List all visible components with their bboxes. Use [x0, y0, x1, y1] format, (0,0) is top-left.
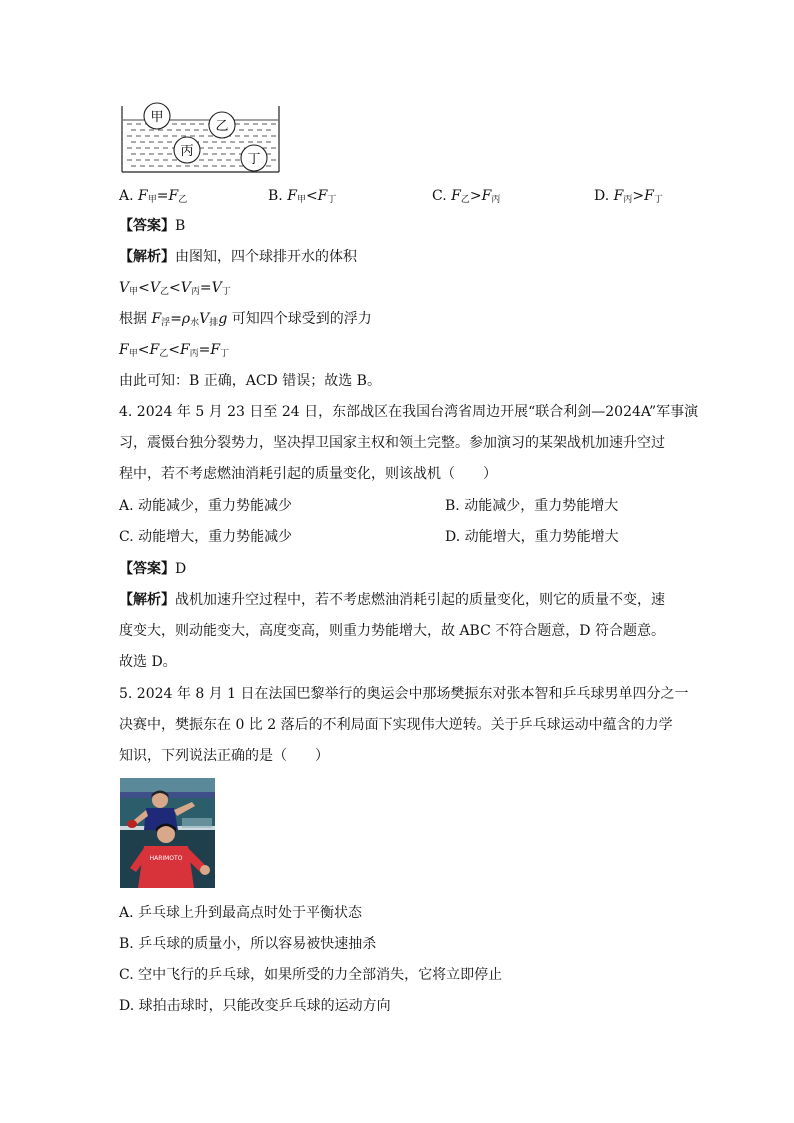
q4-stem-1: 4. 2024 年 5 月 23 日至 24 日，东部战区在我国台湾省周边开展“联合利剑—2024A”军事演: [119, 404, 699, 420]
q3-conclusion: 由此可知：B 正确，ACD 错误；故选 B。: [119, 373, 381, 389]
table-tennis-photo: [120, 778, 215, 888]
q3-formula-volume: $V_甲<V_乙<V_丙=V_丁$: [119, 280, 231, 297]
q3-option-b: B. $F_甲<F_丁$: [268, 188, 337, 205]
q4-option-c: C. 动能增大，重力势能减少: [119, 529, 293, 545]
buoyancy-figure: [119, 100, 284, 178]
q5-stem-2: 决赛中，樊振东在 0 比 2 落后的不利局面下实现伟大逆转。关于乒乓球运动中蕴含的力学: [119, 717, 673, 733]
q4-answer: 【答案】D: [119, 561, 187, 577]
svg-text:丁: 丁: [247, 152, 261, 167]
ball-jia: [144, 103, 170, 129]
q3-formula-force: $F_甲<F_乙<F_丙=F_丁$: [119, 342, 230, 359]
q5-option-a: A. 乒乓球上升到最高点时处于平衡状态: [119, 905, 363, 921]
q5-stem-3: 知识，下列说法正确的是（ ）: [119, 748, 329, 764]
q3-option-c: C. $F_乙>F_丙$: [432, 188, 501, 205]
q4-analysis-1: 【解析】战机加速升空过程中，若不考虑燃油消耗引起的质量变化，则它的质量不变，速: [119, 592, 665, 608]
q5-option-c: C. 空中飞行的乒乓球，如果所受的力全部消失，它将立即停止: [119, 967, 503, 983]
q4-stem-2: 习，震慑台独分裂势力，坚决捍卫国家主权和领土完整。参加演习的某架战机加速升空过: [119, 435, 665, 451]
q3-option-d: D. $F_丙>F_丁$: [594, 188, 663, 205]
ball-yi: [209, 112, 235, 138]
q4-analysis-2: 度变大，则动能变大，高度变高，则重力势能增大，故 ABC 不符合题意，D 符合题意。: [119, 623, 665, 639]
q3-option-a: A. $F_甲=F_乙$: [119, 188, 188, 205]
q4-option-a: A. 动能减少，重力势能减少: [119, 498, 293, 514]
q5-option-b: B. 乒乓球的质量小，所以容易被快速抽杀: [119, 936, 377, 952]
ball-bing: [174, 137, 200, 163]
q4-option-d: D. 动能增大，重力势能增大: [445, 529, 619, 545]
q4-option-b: B. 动能减少，重力势能增大: [445, 498, 619, 514]
q3-analysis-2: 根据 $F_浮=\rho_水V_排g$ 可知四个球受到的浮力: [119, 311, 372, 328]
q3-analysis-1: 【解析】由图知，四个球排开水的体积: [119, 249, 357, 265]
svg-text:丙: 丙: [180, 144, 194, 159]
q5-stem-1: 5. 2024 年 8 月 1 日在法国巴黎举行的奥运会中那场樊振东对张本智和乒乓球男单四分之一: [119, 686, 689, 702]
svg-text:HARIMOTO: HARIMOTO: [149, 855, 183, 862]
q5-option-d: D. 球拍击球时，只能改变乒乓球的运动方向: [119, 998, 391, 1014]
svg-text:乙: 乙: [215, 119, 229, 134]
svg-text:甲: 甲: [150, 110, 164, 125]
q4-stem-3: 程中，若不考虑燃油消耗引起的质量变化，则该战机（ ）: [119, 466, 497, 482]
ball-ding: [241, 145, 267, 171]
q3-answer: 【答案】B: [119, 218, 186, 234]
q4-analysis-3: 故选 D。: [119, 654, 177, 670]
